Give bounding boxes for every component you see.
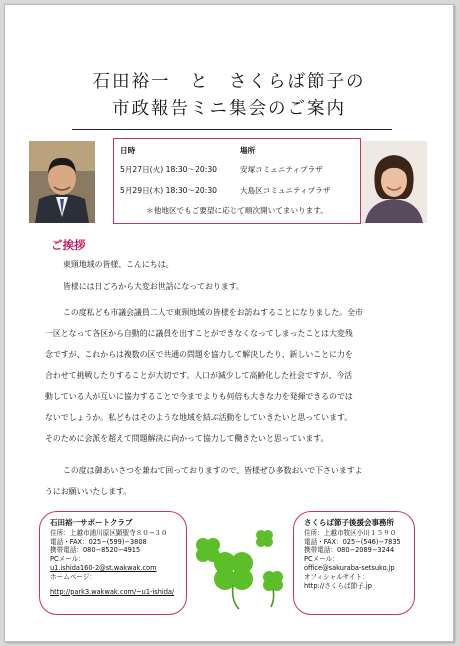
text-line: この度私ども市議会議員二人で東頸地域の皆様をお訪ねすることになりました。全市: [63, 308, 363, 317]
contact-tel-fax: 電話・FAX：025−(599)−3808: [50, 537, 147, 546]
contact-mail-label: PCメール：: [304, 555, 339, 564]
contact-tel-fax: 電話・FAX：025−(546)−7835: [304, 537, 401, 546]
contact-address: 住所：上越市浦川原区顕聖寺８０−３０: [50, 528, 168, 537]
text-line: 動している人が互いに協力することで今までよりも何倍も大きな力を発揮できるのでは: [45, 392, 353, 401]
contact-card-ishida: [39, 511, 187, 615]
text-line: 念ですが、これからは複数の区で共通の問題を協力して解決したり、新しいことに力を: [45, 350, 353, 359]
flyer-title-line1: 石田裕一 と さくらば節子の: [92, 72, 366, 92]
greeting-paragraph-4: [45, 460, 425, 502]
contact-site-label: オフィシャルサイト：: [304, 572, 369, 581]
text-line: 一区となって各区から自動的に議員を出すことができなくなってしまったことは大変残: [45, 329, 353, 338]
contact-site-link[interactable]: http://さくらば節子.jp: [304, 581, 372, 590]
greeting-paragraph-1: 東頸地域の皆様、こんにちは。: [63, 260, 174, 269]
contact-homepage-link[interactable]: http://park3.wakwak.com/~u1-ishida/: [50, 587, 175, 596]
schedule-box: [113, 138, 361, 224]
contact-mail-link[interactable]: office@sakuraba-setsuko.jp: [304, 563, 395, 572]
contact-card-sakuraba: [293, 511, 415, 615]
greeting-paragraph-3: [45, 302, 425, 449]
schedule-date-1: 5月27日(火) 18:30〜20:30: [120, 165, 217, 174]
contact-mobile: 携帯電話：080−8520−4915: [50, 546, 141, 555]
contact-address: 住所：上越市牧区小川１５９０: [304, 528, 397, 537]
schedule-date-2: 5月29日(木) 18:30〜20:30: [120, 186, 217, 195]
text-line: 合わせて挑戦したりすることが大切です。人口が減少して高齢化した社会ですが、今活: [45, 371, 353, 380]
text-line: そのために会派を超えて問題解決に向かって協力して働きたいと思っています。: [45, 434, 329, 443]
schedule-date-header: 日時: [120, 146, 136, 155]
flyer-page: [4, 4, 454, 642]
contact-name: 石田裕一サポートクラブ: [50, 518, 133, 527]
greeting-paragraph-2: 皆様には日ごろから大変お世話になっております。: [63, 282, 244, 291]
text-line: うにお願いいたします。: [45, 487, 132, 496]
flyer-title-line2: 市政報告ミニ集会のご案内: [112, 99, 346, 119]
schedule-place-header: 場所: [240, 146, 256, 155]
greeting-heading: ご挨拶: [51, 238, 86, 252]
text-line: ないでしょうか。私どもはそのような地域を結ぶ活動をしていきたいと思っています。: [45, 413, 353, 422]
schedule-place-1: 安塚コミュニティプラザ: [240, 165, 323, 174]
text-line: この度は御あいさつを兼ねて回っておりますので、皆様ぜひ多数おいで下さいますよ: [63, 466, 363, 475]
schedule-note: ＊他地区でもご要望に応じて順次開いてまいります。: [146, 206, 328, 215]
contact-homepage-label: ホームページ：: [50, 572, 97, 581]
photo-ishida: [29, 141, 95, 223]
schedule-place-2: 大島区コミュニティプラザ: [240, 186, 331, 195]
title-divider: [72, 129, 392, 130]
clover-decoration: [187, 515, 293, 611]
contact-mail-label: PCメール：: [50, 555, 85, 564]
contact-mail-link[interactable]: u1.ishida160-2@st.wakwak.com: [50, 563, 157, 572]
contact-name: さくらば節子後援会事務所: [304, 518, 394, 527]
contact-mobile: 携帯電話：080−2089−3244: [304, 546, 395, 555]
photo-sakuraba: [361, 141, 427, 223]
